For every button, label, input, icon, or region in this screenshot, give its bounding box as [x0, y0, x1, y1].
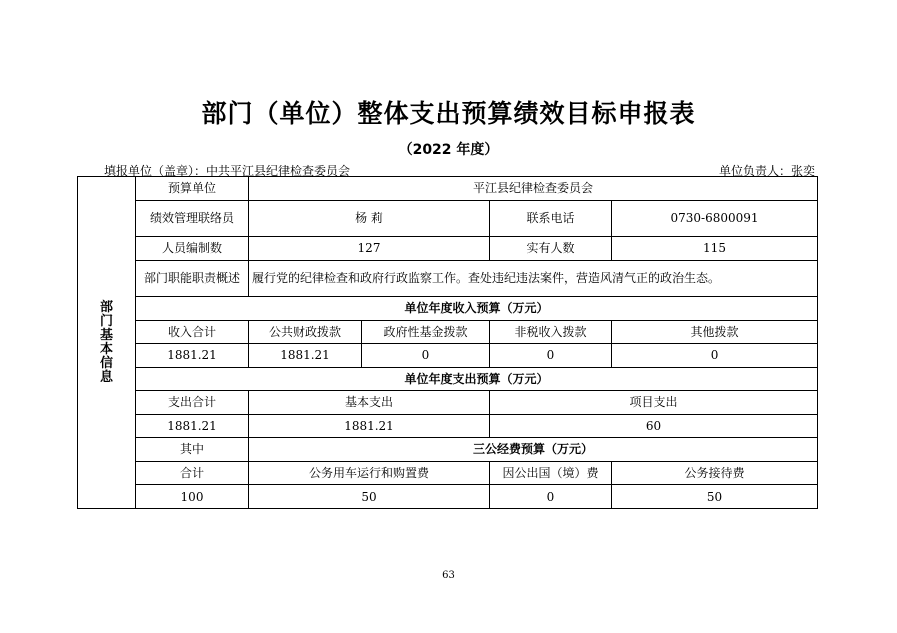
table-row [78, 237, 818, 261]
three-public-col-vehicles: 公务用车运行和购置费 [249, 461, 490, 485]
table-row [78, 320, 818, 344]
staff-quota-label: 人员编制数 [136, 237, 249, 261]
income-col-total: 收入合计 [136, 320, 249, 344]
table-row [78, 391, 818, 415]
budget-unit-value: 平江县纪律检查委员会 [249, 177, 818, 201]
phone-value: 0730-6800091 [612, 200, 818, 236]
year-label: （2022 年度） [398, 142, 499, 158]
three-public-val-total: 100 [136, 485, 249, 509]
three-public-val-overseas: 0 [490, 485, 612, 509]
duties-value: 履行党的纪律检查和政府行政监察工作。查处违纪违法案件，营造风清气正的政治生态。 [249, 260, 818, 296]
income-val-other: 0 [612, 344, 818, 368]
income-col-public-finance: 公共财政拨款 [249, 320, 362, 344]
three-public-val-vehicles: 50 [249, 485, 490, 509]
actual-staff-label: 实有人数 [490, 237, 612, 261]
table-row [78, 367, 818, 391]
income-val-non-tax: 0 [490, 344, 612, 368]
contact-person-label: 绩效管理联络员 [136, 200, 249, 236]
table-row [78, 438, 818, 462]
table-row [78, 414, 818, 438]
table-row [78, 344, 818, 368]
phone-label: 联系电话 [490, 200, 612, 236]
income-val-total: 1881.21 [136, 344, 249, 368]
page-title: 部门（单位）整体支出预算绩效目标申报表 [201, 99, 696, 128]
filler-unit: 填报单位（盖章）：中共平江县纪律检查委员会 [104, 164, 351, 178]
three-public-col-overseas: 因公出国（境）费 [490, 461, 612, 485]
staff-quota-value: 127 [249, 237, 490, 261]
three-public-val-reception: 50 [612, 485, 818, 509]
three-public-header: 三公经费预算（万元） [249, 438, 818, 462]
budget-unit-label: 预算单位 [136, 177, 249, 201]
income-val-gov-fund: 0 [362, 344, 490, 368]
expense-val-basic: 1881.21 [249, 414, 490, 438]
expense-col-total: 支出合计 [136, 391, 249, 415]
income-col-other: 其他拨款 [612, 320, 818, 344]
table-row [78, 485, 818, 509]
contact-person-value: 杨 莉 [249, 200, 490, 236]
duties-label: 部门职能职责概述 [136, 260, 249, 296]
three-public-col-total: 合计 [136, 461, 249, 485]
page-number: 63 [442, 570, 455, 581]
income-val-public-finance: 1881.21 [249, 344, 362, 368]
side-label: 部门基本信息 [78, 177, 136, 509]
three-public-col-reception: 公务接待费 [612, 461, 818, 485]
table-row [78, 177, 818, 201]
income-header: 单位年度收入预算（万元） [136, 297, 818, 321]
expense-val-project: 60 [490, 414, 818, 438]
of-which-label: 其中 [136, 438, 249, 462]
table-row [78, 461, 818, 485]
expense-col-project: 项目支出 [490, 391, 818, 415]
expense-col-basic: 基本支出 [249, 391, 490, 415]
expense-header: 单位年度支出预算（万元） [136, 367, 818, 391]
table-row [78, 297, 818, 321]
income-col-non-tax: 非税收入拨款 [490, 320, 612, 344]
actual-staff-value: 115 [612, 237, 818, 261]
table-row [78, 260, 818, 296]
expense-val-total: 1881.21 [136, 414, 249, 438]
income-col-gov-fund: 政府性基金拨款 [362, 320, 490, 344]
responsible-person: 单位负责人：张奕 [718, 164, 815, 178]
table-row [78, 200, 818, 236]
budget-table [77, 176, 818, 509]
